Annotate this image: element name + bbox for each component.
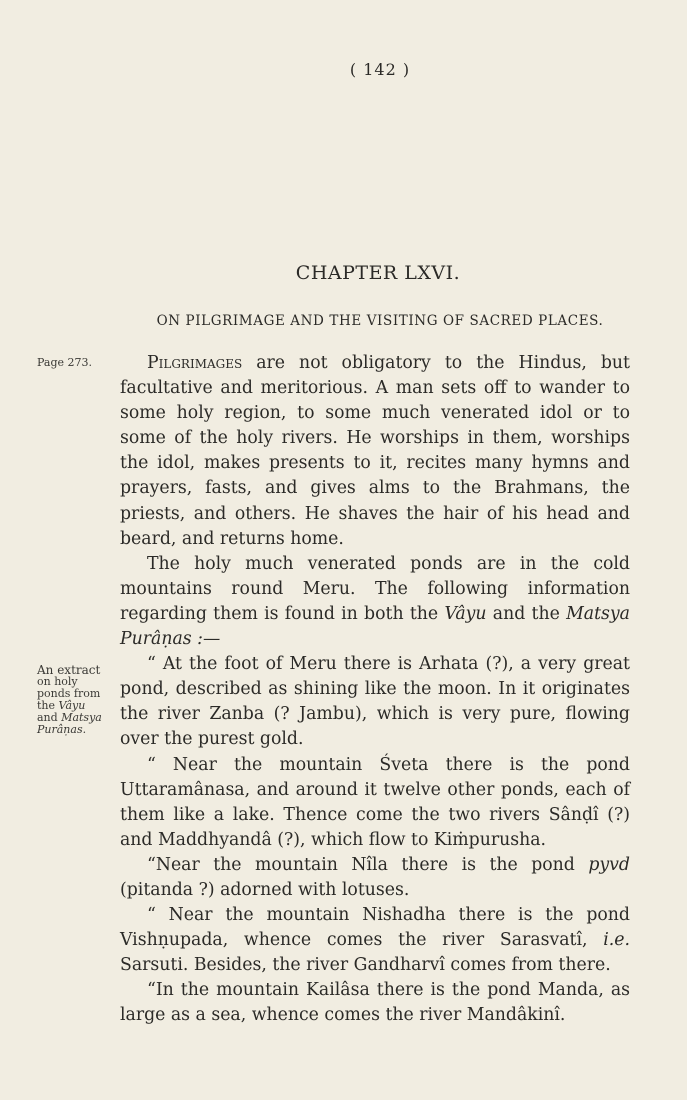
paragraph-text: The holy much venerated ponds are in the cold mountains round Meru. The following information regarding them is found in both the (120, 553, 630, 624)
paragraph-text: “ Near the mountain Nishadha there is the pond Vishṇupada, whence comes the river Sarasvatî, (120, 905, 630, 951)
paragraph-text: “Near the mountain Nîla there is the pond (147, 854, 589, 875)
paragraph-1 (120, 351, 630, 552)
margin-note-line: ponds from (37, 687, 101, 700)
chapter-title: CHAPTER LXVI. (295, 262, 461, 284)
italic-term-matsya: Matsya Purâṇas :— (120, 603, 630, 650)
margin-note-page-ref: Page 273. (37, 356, 93, 369)
paragraph-text: are not obligatory to the Hindus, but facultative and meritorious. A man sets off to wander to some holy region, to some much venerated idol or to some of the holy rivers. He worships in them, worships the idol, makes presents to it, recites many hymns and prayers, fasts, and gives alms to the Brahmans, the priests, and others. He shaves the hair of his head and beard, and returns home. (120, 353, 630, 549)
lead-word: Pilgrimages (147, 353, 243, 373)
italic-term-ie: i.e. (603, 930, 630, 951)
paragraph-text: (pitanda ?) adorned with lotuses. (120, 879, 410, 900)
margin-note-extract (37, 664, 102, 736)
margin-note-text: the (37, 699, 59, 712)
italic-term-vayu: Vâyu (444, 603, 487, 624)
margin-note-line: on holy (37, 675, 78, 688)
paragraph-text: and the (486, 603, 567, 624)
margin-note-italic: Vâyu (58, 699, 86, 712)
paragraph-5 (120, 853, 630, 903)
italic-term-pyvd: pyvd (588, 854, 630, 875)
page-number: ( 142 ) (349, 60, 411, 79)
chapter-subtitle: ON PILGRIMAGE AND THE VISITING OF SACRED PLACES. (156, 313, 604, 329)
margin-note-line: An extract (37, 663, 101, 677)
margin-note-italic: Purâṇas. (37, 723, 87, 736)
paragraph-2 (120, 552, 630, 652)
paragraph-3: “ At the foot of Meru there is Arhata (?), a very great pond, described as shining like the moon. In it originates the river Zanba (? Jambu), which is very pure, flowing over the purest gold. (120, 654, 630, 750)
paragraph-7: “In the mountain Kailâsa there is the pond Manda, as large as a sea, whence comes the river Mandâkinî. (120, 980, 630, 1026)
paragraph-text: Sarsuti. Besides, the river Gandharvî comes from there. (120, 955, 611, 976)
paragraph-4: “ Near the mountain Śveta there is the pond Uttaramânasa, and around it twelve other ponds, each of them like a lake. Thence come the two rivers Sânḍî (?) and Maddhyandâ (?), which flow to Kiṁpurusha. (120, 754, 630, 850)
margin-note-text: and (37, 711, 62, 724)
margin-note-italic: Matsya (61, 711, 102, 724)
body-text (120, 351, 630, 1029)
paragraph-6 (120, 903, 630, 978)
margin-note-line (37, 724, 102, 736)
